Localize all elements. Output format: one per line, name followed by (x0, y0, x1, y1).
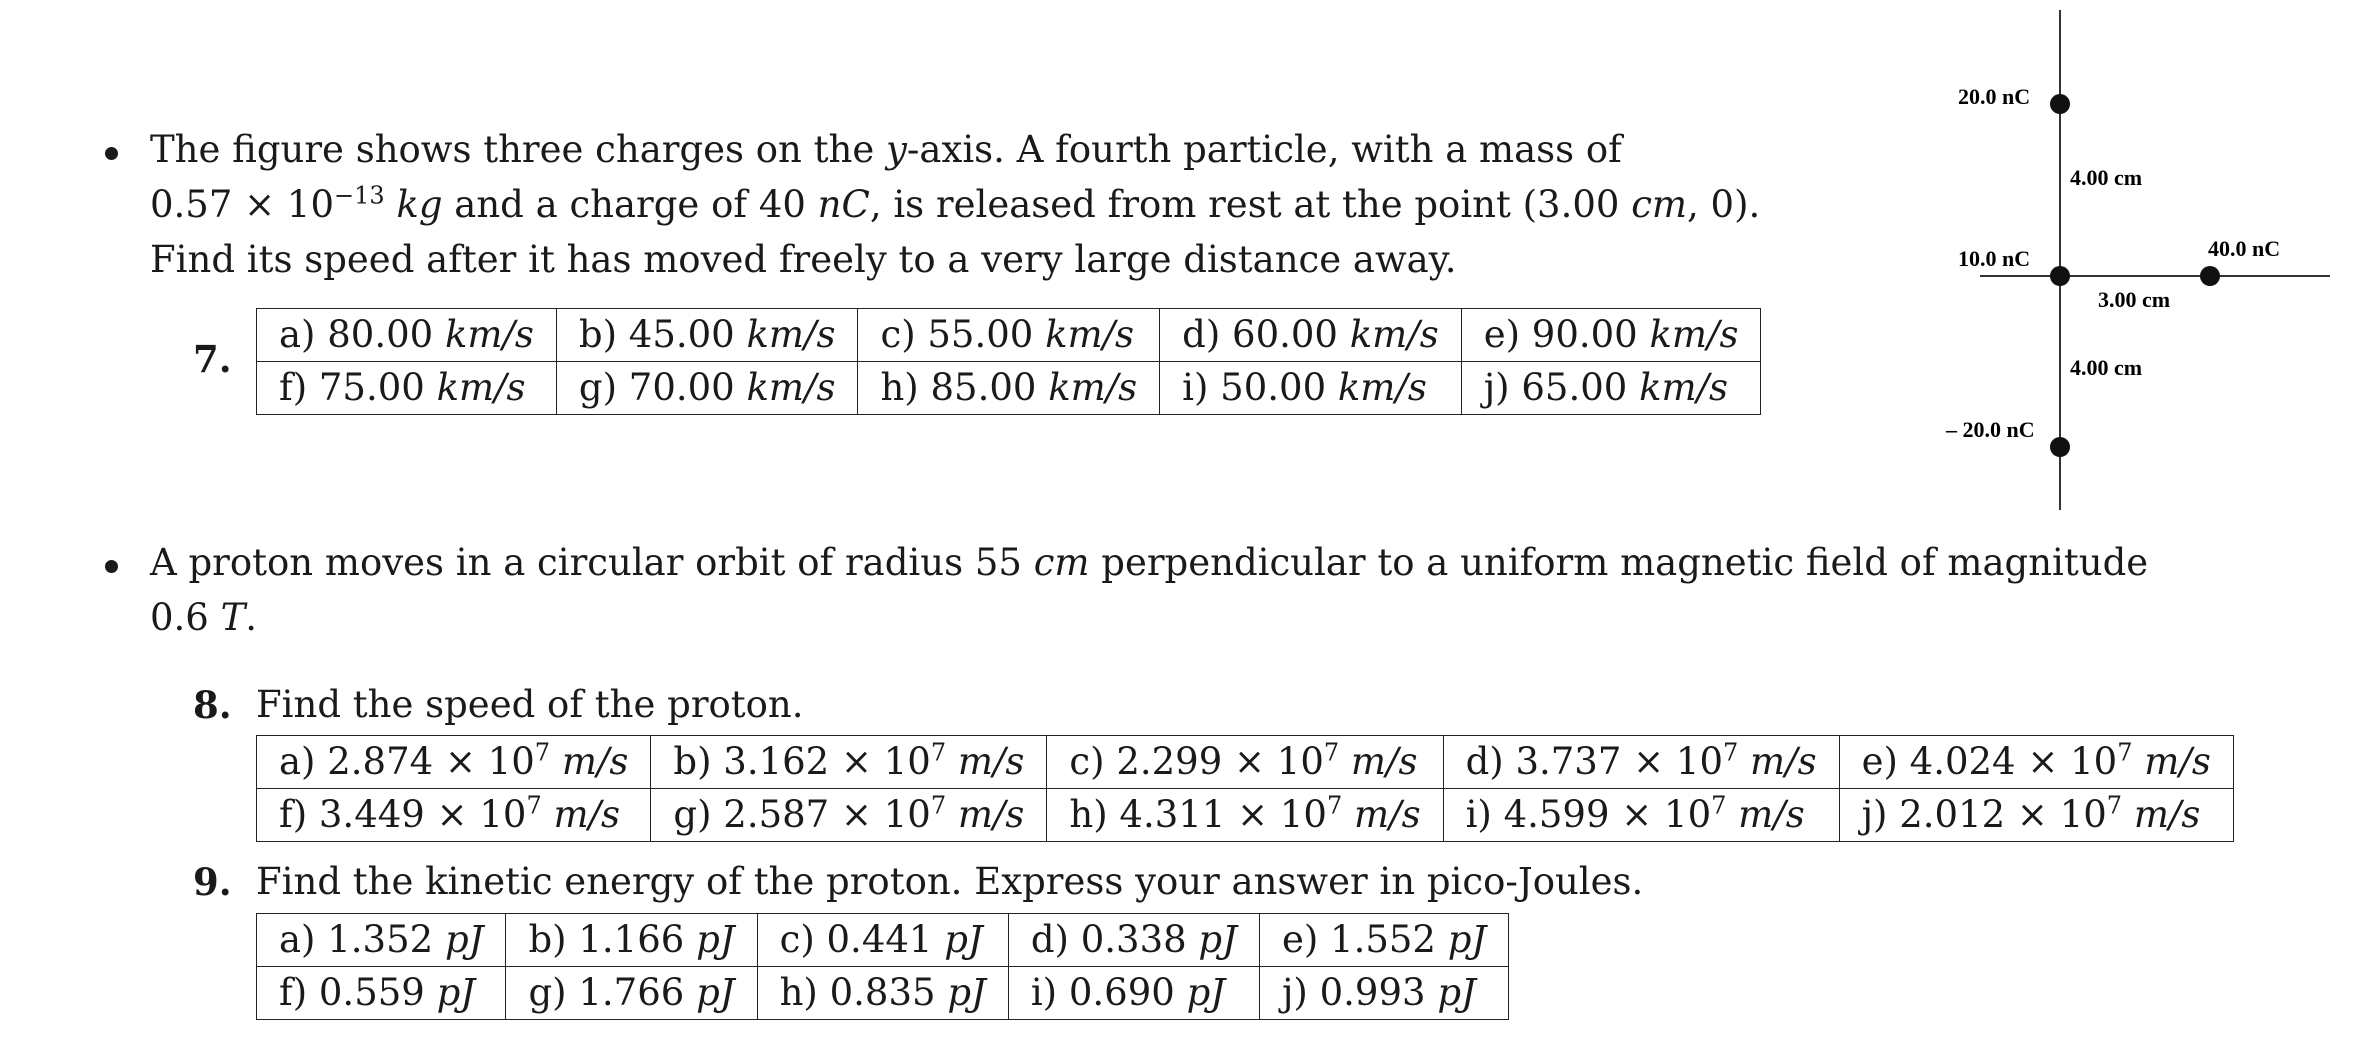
radius-unit: cm (1033, 541, 1090, 584)
choice-h[interactable]: h) 0.835 pJ (757, 967, 1008, 1020)
problem-1-line-1 (150, 122, 1770, 177)
bullet-problem-2 (105, 560, 118, 573)
charge-mid-label: 10.0 nC (1958, 246, 2031, 271)
choice-f[interactable]: f) 0.559 pJ (257, 967, 506, 1020)
choice-a[interactable]: a) $2.874 \times 10^7$ m/s (257, 736, 651, 789)
field-unit: T (220, 596, 246, 639)
choice-i[interactable]: i) $4.599 \times 10^7$ m/s (1443, 789, 1839, 842)
question-8-text: Find the speed of the proton. (256, 683, 804, 726)
choice-row (257, 914, 1509, 967)
text-fragment: , is released from rest at the point (3.00 (869, 183, 1632, 226)
charge-bottom-dot (2050, 437, 2070, 457)
question-9-choices (256, 913, 1509, 1020)
charge-right-dot (2200, 266, 2220, 286)
problem-1-line-2 (150, 177, 1770, 232)
text-fragment: A proton moves in a circular orbit of radius 55 (150, 541, 1034, 584)
text-fragment: and a charge of 40 (442, 183, 818, 226)
choice-row (257, 309, 1761, 362)
choice-e[interactable]: e) 90.00 km/s (1461, 309, 1761, 362)
distance-right-label: 3.00 cm (2098, 287, 2171, 312)
choice-row (257, 736, 2234, 789)
choice-c[interactable]: c) 55.00 km/s (858, 309, 1160, 362)
choice-row (257, 362, 1761, 415)
choice-b[interactable]: b) $3.162 \times 10^7$ m/s (651, 736, 1047, 789)
text-fragment: perpendicular to a uniform magnetic field of magnitude (1089, 541, 2149, 584)
problem-2-line-2 (150, 590, 2230, 645)
question-8-number: 8. (193, 683, 232, 727)
choice-d[interactable]: d) 60.00 km/s (1160, 309, 1462, 362)
field-value: 0.6 (150, 596, 221, 639)
question-8-choices (256, 735, 2234, 842)
choice-d[interactable]: d) $3.737 \times 10^7$ m/s (1443, 736, 1839, 789)
choice-j[interactable]: j) 65.00 km/s (1461, 362, 1761, 415)
choice-g[interactable]: g) 70.00 km/s (556, 362, 858, 415)
choice-a[interactable]: a) 1.352 pJ (257, 914, 506, 967)
mass-value: 0.57 × 10 (150, 183, 334, 226)
question-7-choices (256, 308, 1761, 415)
choice-j[interactable]: j) $2.012 \times 10^7$ m/s (1839, 789, 2233, 842)
mass-unit: kg (396, 183, 443, 226)
choice-d[interactable]: d) 0.338 pJ (1008, 914, 1259, 967)
problem-2-text (150, 535, 2230, 645)
charges-figure (1930, 10, 2350, 510)
problem-1-text (150, 122, 1770, 287)
bullet-problem-1 (105, 147, 118, 160)
text-fragment: , 0). (1687, 183, 1761, 226)
question-7-number: 7. (193, 337, 232, 381)
charge-bottom-label: – 20.0 nC (1946, 417, 2035, 442)
math-var-y: y (886, 128, 907, 171)
problem-1-line-3: Find its speed after it has moved freely to a very large distance away. (150, 238, 1457, 281)
choice-a[interactable]: a) 80.00 km/s (257, 309, 557, 362)
choice-i[interactable]: i) 0.690 pJ (1008, 967, 1259, 1020)
question-9-number: 9. (193, 860, 232, 904)
choice-e[interactable]: e) $4.024 \times 10^7$ m/s (1839, 736, 2233, 789)
text-fragment: -axis. A fourth particle, with a mass of (906, 128, 1622, 171)
choice-c[interactable]: c) $2.299 \times 10^7$ m/s (1047, 736, 1443, 789)
choice-h[interactable]: h) $4.311 \times 10^7$ m/s (1047, 789, 1443, 842)
choice-c[interactable]: c) 0.441 pJ (757, 914, 1008, 967)
length-unit: cm (1631, 183, 1688, 226)
charge-top-dot (2050, 94, 2070, 114)
choice-f[interactable]: f) $3.449 \times 10^7$ m/s (257, 789, 651, 842)
problem-2-line-1 (150, 535, 2230, 590)
choice-b[interactable]: b) 45.00 km/s (556, 309, 858, 362)
text-fragment: The figure shows three charges on the (150, 128, 887, 171)
distance-upper-label: 4.00 cm (2070, 165, 2143, 190)
charge-top-label: 20.0 nC (1958, 84, 2031, 109)
charge-unit: nC (817, 183, 870, 226)
choice-e[interactable]: e) 1.552 pJ (1259, 914, 1508, 967)
charge-mid-dot (2050, 266, 2070, 286)
mass-exponent: −13 (334, 181, 385, 210)
choice-i[interactable]: i) 50.00 km/s (1160, 362, 1462, 415)
choice-b[interactable]: b) 1.166 pJ (506, 914, 757, 967)
choice-g[interactable]: g) $2.587 \times 10^7$ m/s (651, 789, 1047, 842)
distance-lower-label: 4.00 cm (2070, 355, 2143, 380)
choice-g[interactable]: g) 1.766 pJ (506, 967, 757, 1020)
choice-row (257, 789, 2234, 842)
choice-j[interactable]: j) 0.993 pJ (1259, 967, 1508, 1020)
question-9-text: Find the kinetic energy of the proton. Express your answer in pico-Joules. (256, 860, 1644, 903)
choice-row (257, 967, 1509, 1020)
choice-f[interactable]: f) 75.00 km/s (257, 362, 557, 415)
charge-right-label: 40.0 nC (2208, 236, 2281, 261)
choice-h[interactable]: h) 85.00 km/s (858, 362, 1160, 415)
text-fragment: . (245, 596, 258, 639)
